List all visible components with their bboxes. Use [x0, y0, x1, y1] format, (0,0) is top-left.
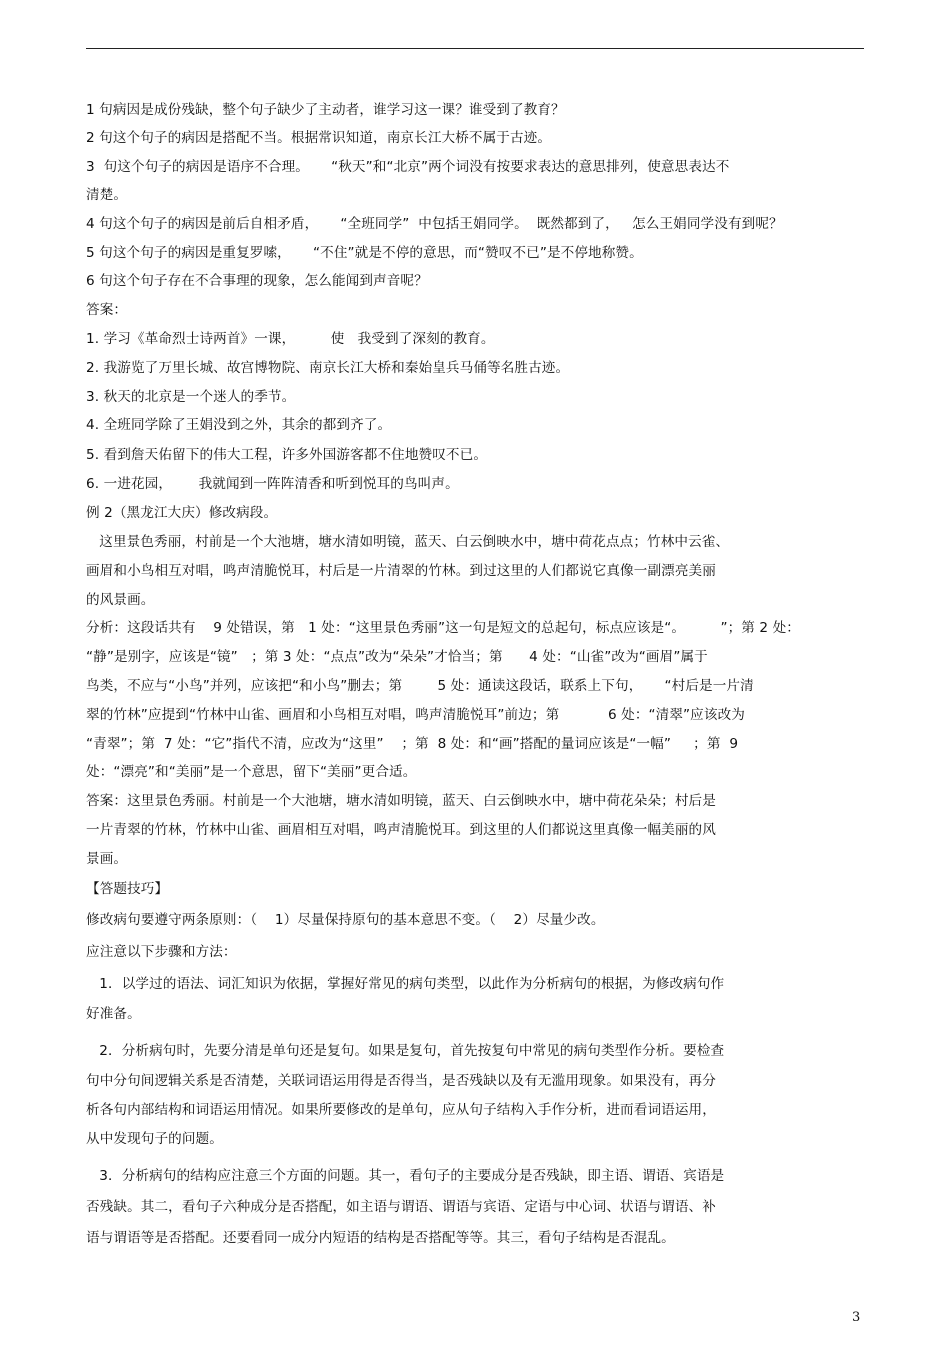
text-line: “静”是别字，应该是“镜” ；第 3 处：“点点”改为“朵朵”才恰当；第 4 处：“山雀”改为“画眉”属于: [86, 649, 708, 665]
text-line: 析各句内部结构和词语运用情况。如果所要修改的是单句，应从句子结构入手作分析，进而看词语运用，: [86, 1102, 716, 1118]
text-line: 3. 秋天的北京是一个迷人的季节。: [86, 389, 296, 405]
text-line: 2. 我游览了万里长城、故宫博物院、南京长江大桥和秦始皇兵马俑等名胜古迹。: [86, 360, 570, 376]
text-line: 从中发现句子的问题。: [86, 1131, 223, 1147]
text-line: 语与谓语等是否搭配。还要看同一成分内短语的结构是否搭配等等。其三，看句子结构是否混乱。: [86, 1230, 675, 1246]
text-line: “青翠”；第 7 处：“它”指代不清，应改为“这里” ；第 8 处：和“画”搭配的量词应该是“一幅” ；第 9: [86, 736, 739, 752]
text-line: 2．分析病句时，先要分清是单句还是复句。如果是复句，首先按复句中常见的病句类型作分析。要检查: [86, 1043, 725, 1059]
text-line: 翠的竹林”应提到“竹林中山雀、画眉和小鸟相互对唱，鸣声清脆悦耳”前边；第 6 处：“清翠”应该改为: [86, 707, 745, 723]
text-line: 答案：: [86, 302, 128, 318]
page-number: 3: [852, 1310, 861, 1325]
text-line: 景画。: [86, 851, 128, 867]
header-rule: [86, 48, 864, 49]
text-line: 1．以学过的语法、词汇知识为依据，掌握好常见的病句类型，以此作为分析病句的根据，为修改病句作: [86, 976, 725, 992]
text-line: 答案：这里景色秀丽。村前是一个大池塘，塘水清如明镜，蓝天、白云倒映水中，塘中荷花朵朵；村后是: [86, 793, 716, 809]
text-line: 6 句这个句子存在不合事理的现象，怎么能闻到声音呢？: [86, 273, 428, 289]
text-line: 句中分句间逻辑关系是否清楚，关联词语运用得是否得当，是否残缺以及有无滥用现象。如果没有，再分: [86, 1073, 716, 1089]
text-line: 5 句这个句子的病因是重复罗嗦， “不住”就是不停的意思，而“赞叹不已”是不停地称赞。: [86, 245, 643, 261]
text-line: 的风景画。: [86, 592, 155, 608]
text-line: 4 句这个句子的病因是前后自相矛盾， “全班同学” 中包括王娟同学。 既然都到了， 怎么王娟同学没有到呢？: [86, 216, 783, 232]
text-line: 处：“漂亮”和“美丽”是一个意思，留下“美丽”更合适。: [86, 764, 417, 780]
text-line: 3 句这个句子的病因是语序不合理。 “秋天”和“北京”两个词没有按要求表达的意思排列，使意思表达不: [86, 159, 730, 175]
text-line: 画眉和小鸟相互对唱，鸣声清脆悦耳，村后是一片清翠的竹林。到过这里的人们都说它真像一副漂亮美丽: [86, 563, 716, 579]
text-line: 6. 一进花园， 我就闻到一阵阵清香和听到悦耳的鸟叫声。: [86, 476, 459, 492]
text-line: 应注意以下步骤和方法：: [86, 944, 237, 960]
text-line: 1 句病因是成份残缺，整个句子缺少了主动者，谁学习这一课？谁受到了教育？: [86, 102, 565, 118]
text-line: 例 2（黑龙江大庆）修改病段。: [86, 505, 278, 521]
text-line: 【答题技巧】: [86, 881, 169, 897]
text-line: 清楚。: [86, 187, 128, 203]
text-line: 3．分析病句的结构应注意三个方面的问题。其一，看句子的主要成分是否残缺，即主语、谓语、宾语是: [86, 1168, 725, 1184]
text-line: 鸟类，不应与“小鸟”并列，应该把“和小鸟”删去；第 5 处：通读这段话，联系上下句， “村后是一片清: [86, 678, 754, 694]
text-line: 1. 学习《革命烈士诗两首》一课， 使 我受到了深刻的教育。: [86, 331, 495, 347]
text-line: 分析：这段话共有 9 处错误，第 1 处：“这里景色秀丽”这一句是短文的总起句，标点应该是“。 ”；第 2 处：: [86, 620, 800, 636]
text-line: 修改病句要遵守两条原则：（ 1）尽量保持原句的基本意思不变。（ 2）尽量少改。: [86, 912, 605, 928]
text-line: 好准备。: [86, 1006, 141, 1022]
text-line: 这里景色秀丽，村前是一个大池塘，塘水清如明镜，蓝天、白云倒映水中，塘中荷花点点；竹林中云雀、: [86, 534, 730, 550]
text-line: 5. 看到詹天佑留下的伟大工程，许多外国游客都不住地赞叹不已。: [86, 447, 488, 463]
text-line: 一片青翠的竹林，竹林中山雀、画眉相互对唱，鸣声清脆悦耳。到这里的人们都说这里真像一幅美丽的风: [86, 822, 716, 838]
text-line: 否残缺。其二，看句子六种成分是否搭配，如主语与谓语、谓语与宾语、定语与中心词、状语与谓语、补: [86, 1199, 716, 1215]
text-line: 4. 全班同学除了王娟没到之外，其余的都到齐了。: [86, 417, 392, 433]
text-line: 2 句这个句子的病因是搭配不当。根据常识知道，南京长江大桥不属于古迹。: [86, 130, 552, 146]
